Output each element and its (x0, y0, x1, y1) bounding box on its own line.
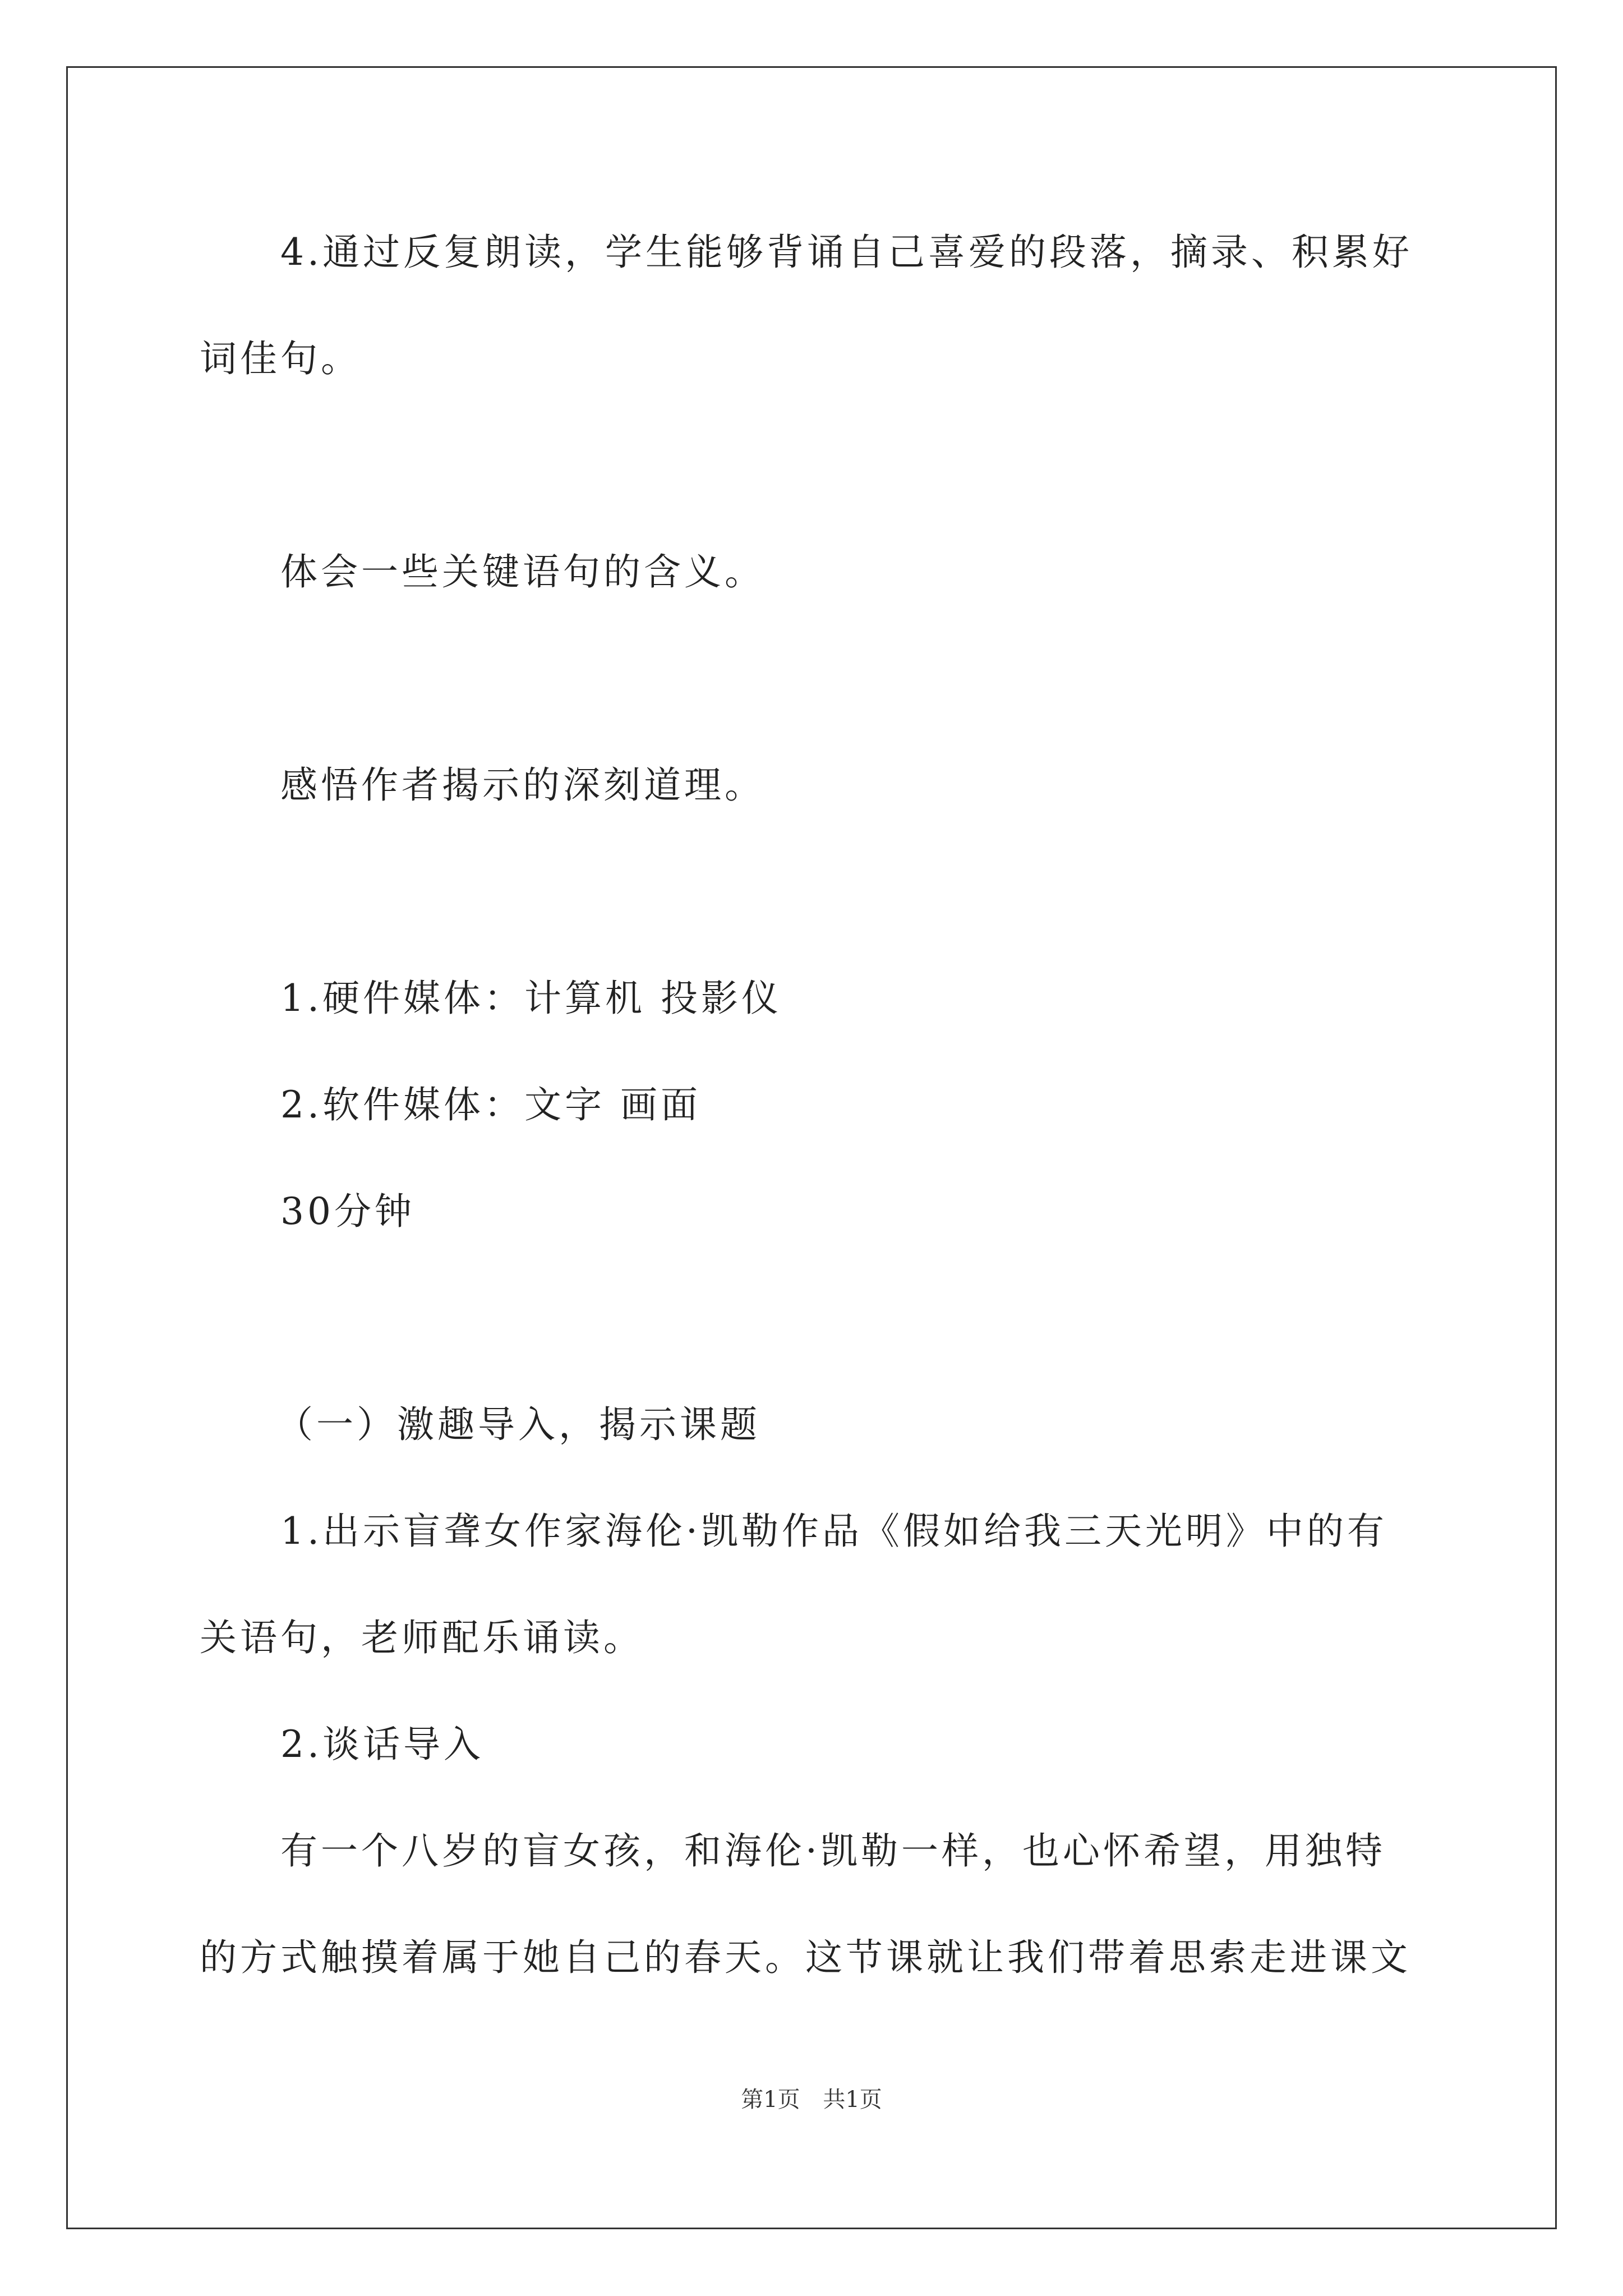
page-footer (0, 2086, 1623, 2114)
paragraph-line: 4.通过反复朗读，学生能够背诵自己喜爱的段落，摘录、积累好 (280, 231, 1413, 274)
paragraph-line: 关语句，老师配乐诵读。 (200, 1616, 644, 1659)
section-heading: （一）激趣导入，揭示课题 (276, 1403, 760, 1446)
paragraph-line: 1.硬件媒体：计算机 投影仪 (280, 977, 782, 1020)
paragraph-line: 感悟作者揭示的深刻道理。 (280, 763, 765, 807)
page-number: 第1页 (741, 2087, 800, 2113)
paragraph-line: 体会一些关键语句的含义。 (280, 550, 765, 593)
page-total: 共1页 (823, 2087, 882, 2113)
paragraph-line: 1.出示盲聋女作家海伦·凯勒作品《假如给我三天光明》中的有 (280, 1510, 1387, 1553)
paragraph-line: 30分钟 (280, 1190, 415, 1233)
paragraph-line: 2.谈话导入 (280, 1723, 484, 1766)
paragraph-line: 词佳句。 (200, 337, 361, 380)
paragraph-line: 有一个八岁的盲女孩，和海伦·凯勒一样，也心怀希望，用独特 (280, 1829, 1386, 1872)
page-border (66, 66, 1557, 2229)
paragraph-line: 的方式触摸着属于她自己的春天。这节课就让我们带着思索走进课文 (200, 1936, 1411, 1979)
paragraph-line: 2.软件媒体：文字 画面 (280, 1083, 701, 1126)
